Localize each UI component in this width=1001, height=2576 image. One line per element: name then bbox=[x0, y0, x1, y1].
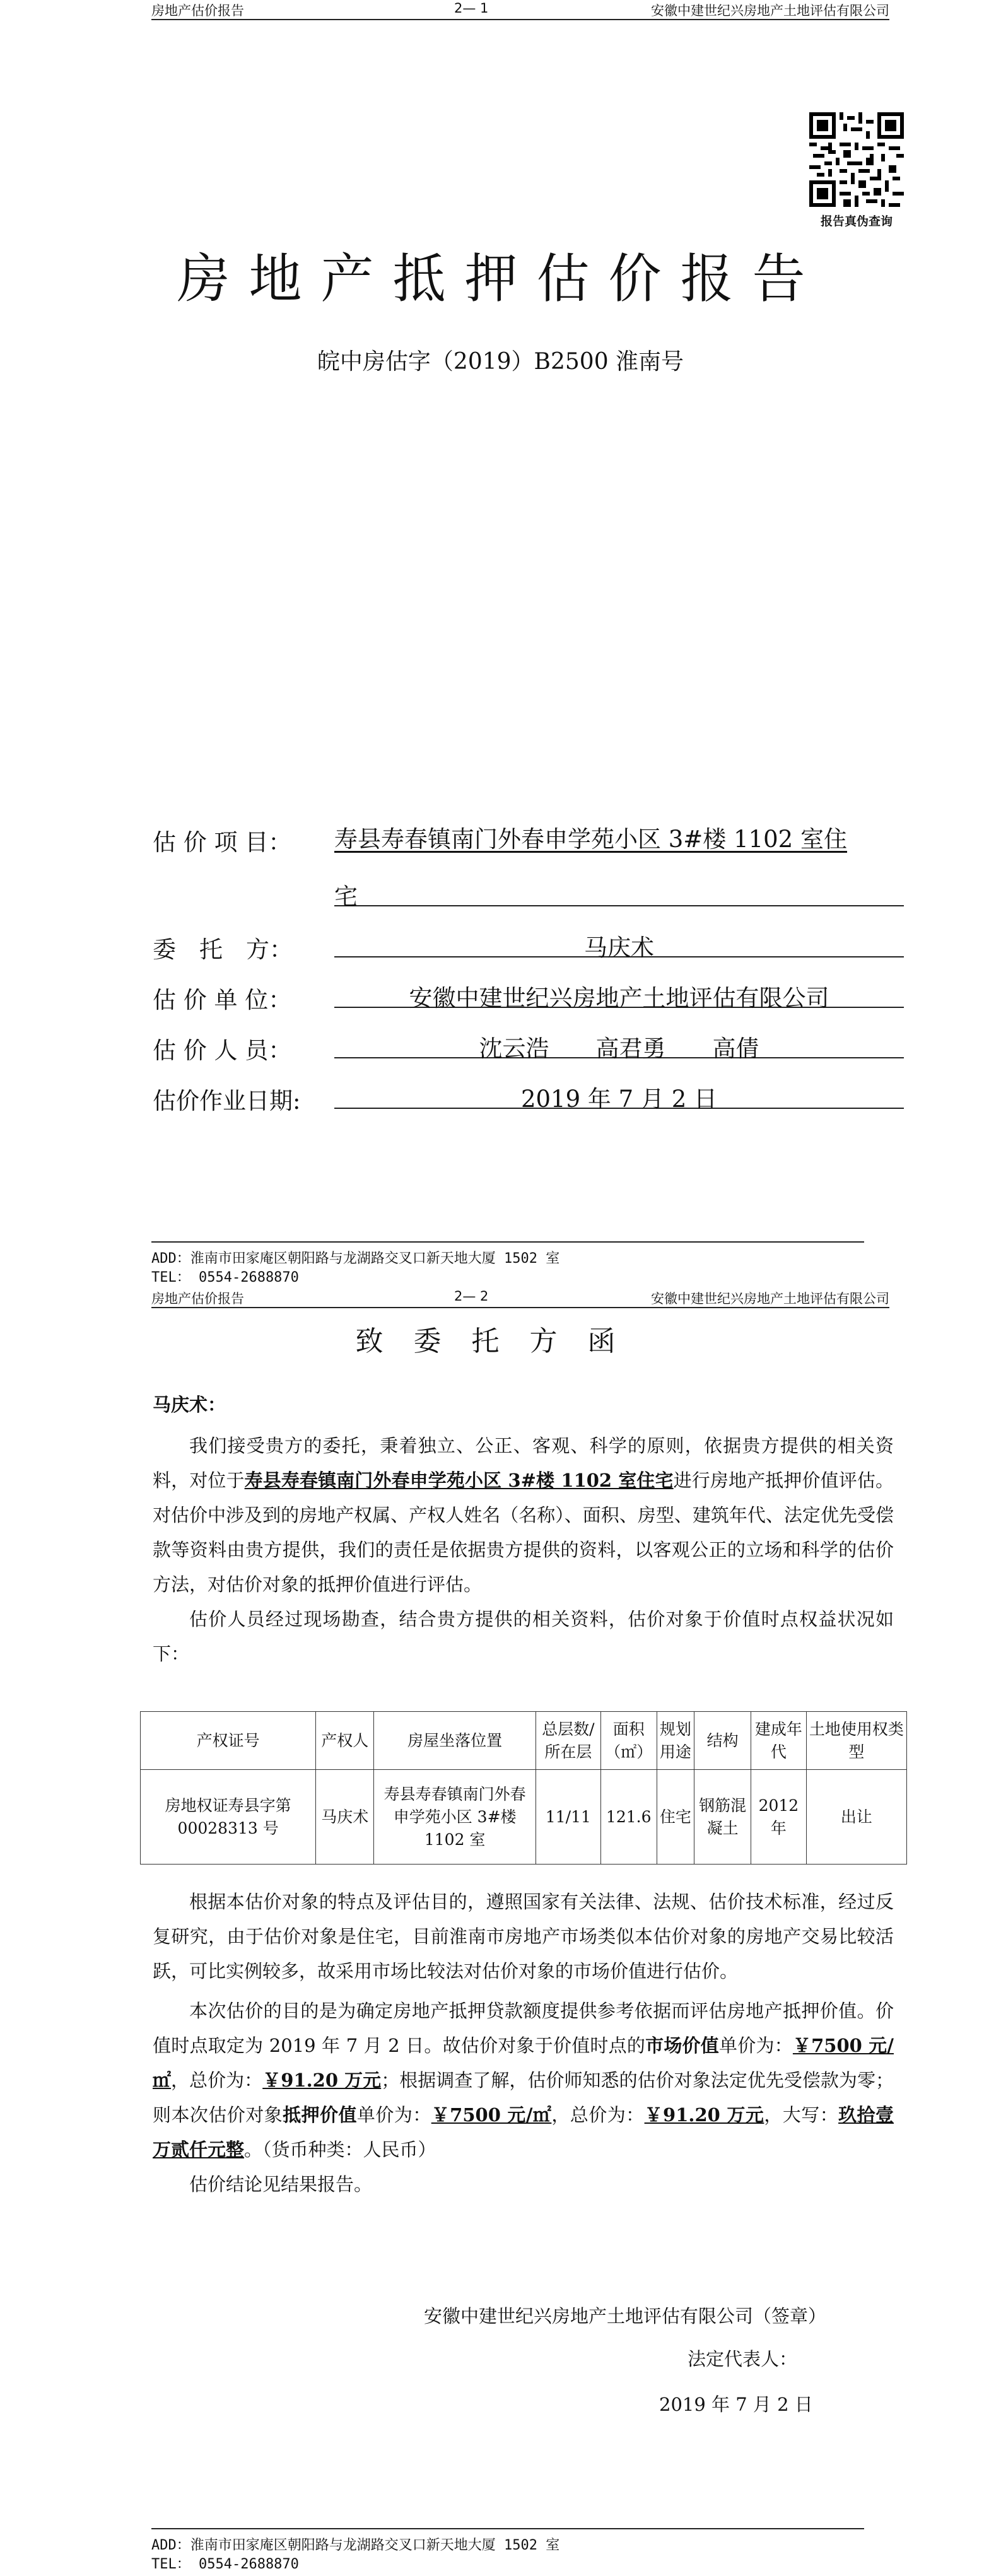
letter-title: 致委托方函 bbox=[355, 1325, 646, 1357]
table-header-cell: 房屋坐落位置 bbox=[374, 1712, 536, 1770]
footer-tel: TEL： 0554-2688870 bbox=[151, 1270, 299, 1285]
footer-rule bbox=[151, 2528, 864, 2529]
table-cell: 马庆术 bbox=[316, 1770, 374, 1865]
footer-address: ADD：淮南市田家庵区朝阳路与龙湖路交叉口新天地大厦 1502 室 bbox=[151, 1251, 560, 1267]
table-cell: 11/11 bbox=[536, 1770, 600, 1865]
property-table bbox=[140, 1711, 907, 1865]
header-page-number: 2— 1 bbox=[454, 1, 489, 16]
qr-caption: 报告真伪查询 bbox=[820, 214, 893, 228]
header-page-number: 2— 2 bbox=[454, 1289, 489, 1304]
signature-company: 安徽中建世纪兴房地产土地评估有限公司（签章） bbox=[424, 2305, 827, 2327]
date-value: 2019 年 7 月 2 日 bbox=[334, 1080, 904, 1109]
client-label: 委 托 方： bbox=[153, 936, 293, 963]
page-header bbox=[151, 0, 889, 20]
table-header-cell: 总层数/所在层 bbox=[536, 1712, 600, 1770]
footer-tel: TEL： 0554-2688870 bbox=[151, 2556, 299, 2572]
paragraph-4: 本次估价的目的是为确定房地产抵押贷款额度提供参考依据而评估房地产抵押价值。价值时点取定为 2019 年 7 月 2 日。故估价对象于价值时点的市场价值单价为：￥7500 元/㎡，总价为：￥91.20 万元；根据调查了解，估价师知悉的估价对象法定优先受偿款为零；则本次估价对象抵押价值单价为：￥7500 元/㎡，总价为：￥91.20 万元，大写：玖拾壹万贰仟元整。（货币种类：人民币） bbox=[153, 2000, 894, 2160]
qr-code-icon[interactable] bbox=[809, 112, 904, 207]
table-cell: 钢筋混凝土 bbox=[694, 1770, 751, 1865]
project-value-line1: 寿县寿春镇南门外春申学苑小区 3#楼 1102 室住 bbox=[334, 826, 847, 853]
paragraph-3: 根据本估价对象的特点及评估目的，遵照国家有关法律、法规、估价技术标准，经过反复研究，由于估价对象是住宅，目前淮南市房地产市场类似本估价对象的房地产交易比较活跃，可比实例较多，故采用市场比较法对估价对象的市场价值进行估价。 bbox=[153, 1891, 894, 1982]
header-report-name: 房地产估价报告 bbox=[151, 3, 244, 18]
table-header-cell: 建成年代 bbox=[751, 1712, 807, 1770]
table-header-cell: 结构 bbox=[694, 1712, 751, 1770]
table-header-row bbox=[141, 1712, 907, 1770]
date-label: 估价作业日期: bbox=[153, 1087, 301, 1115]
letter-body-top bbox=[153, 1388, 894, 1671]
letter-body-bottom bbox=[153, 1885, 894, 2202]
footer-rule bbox=[151, 1241, 864, 1243]
header-company: 安徽中建世纪兴房地产土地评估有限公司 bbox=[651, 3, 889, 18]
signature-date: 2019 年 7 月 2 日 bbox=[659, 2394, 813, 2415]
table-cell: 2012 年 bbox=[751, 1770, 807, 1865]
table-cell: 房地权证寿县字第 00028313 号 bbox=[141, 1770, 316, 1865]
table-header-cell: 产权人 bbox=[316, 1712, 374, 1770]
unit-label: 估 价 单 位： bbox=[153, 986, 292, 1014]
table-header-cell: 规划用途 bbox=[657, 1712, 694, 1770]
unit-value: 安徽中建世纪兴房地产土地评估有限公司 bbox=[334, 979, 904, 1008]
client-value: 马庆术 bbox=[334, 928, 904, 957]
document-number: 皖中房估字（2019）B2500 淮南号 bbox=[317, 349, 684, 375]
paragraph-1: 我们接受贵方的委托，秉着独立、公正、客观、科学的原则，依据贵方提供的相关资料，对位于寿县寿春镇南门外春申学苑小区 3#楼 1102 室住宅进行房地产抵押价值评估。对估价中涉及到的房地产权属、产权人姓名（名称）、面积、房型、建筑年代、法定优先受偿款等资料由贵方提供，我们的责任是依据贵方提供的资料，以客观公正的立场和科学的估价方法，对估价对象的抵押价值进行评估。 bbox=[153, 1435, 894, 1595]
report-title: 房地产抵押估价报告 bbox=[177, 248, 824, 310]
page-header bbox=[151, 1288, 889, 1308]
table-cell: 121.6 bbox=[600, 1770, 657, 1865]
signature-representative: 法定代表人： bbox=[688, 2348, 798, 2370]
header-report-name: 房地产估价报告 bbox=[151, 1291, 244, 1306]
header-company: 安徽中建世纪兴房地产土地评估有限公司 bbox=[651, 1291, 889, 1306]
paragraph-5: 估价结论见结果报告。 bbox=[189, 2174, 373, 2195]
project-label: 估 价 项 目： bbox=[153, 829, 292, 856]
footer-address: ADD：淮南市田家庵区朝阳路与龙湖路交叉口新天地大厦 1502 室 bbox=[151, 2538, 560, 2553]
table-cell: 寿县寿春镇南门外春申学苑小区 3#楼 1102 室 bbox=[374, 1770, 536, 1865]
staff-value: 沈云浩 高君勇 高倩 bbox=[334, 1029, 904, 1058]
table-header-cell: 产权证号 bbox=[141, 1712, 316, 1770]
staff-label: 估 价 人 员： bbox=[153, 1037, 292, 1064]
project-value-line2: 宅 bbox=[334, 877, 904, 906]
table-cell: 出让 bbox=[806, 1770, 906, 1865]
table-header-cell: 面积（㎡） bbox=[600, 1712, 657, 1770]
table-header-cell: 土地使用权类型 bbox=[806, 1712, 906, 1770]
table-cell: 住宅 bbox=[657, 1770, 694, 1865]
salutation: 马庆术： bbox=[153, 1394, 226, 1415]
table-row bbox=[141, 1770, 907, 1865]
paragraph-2: 估价人员经过现场勘查，结合贵方提供的相关资料，估价对象于价值时点权益状况如下： bbox=[153, 1608, 894, 1665]
